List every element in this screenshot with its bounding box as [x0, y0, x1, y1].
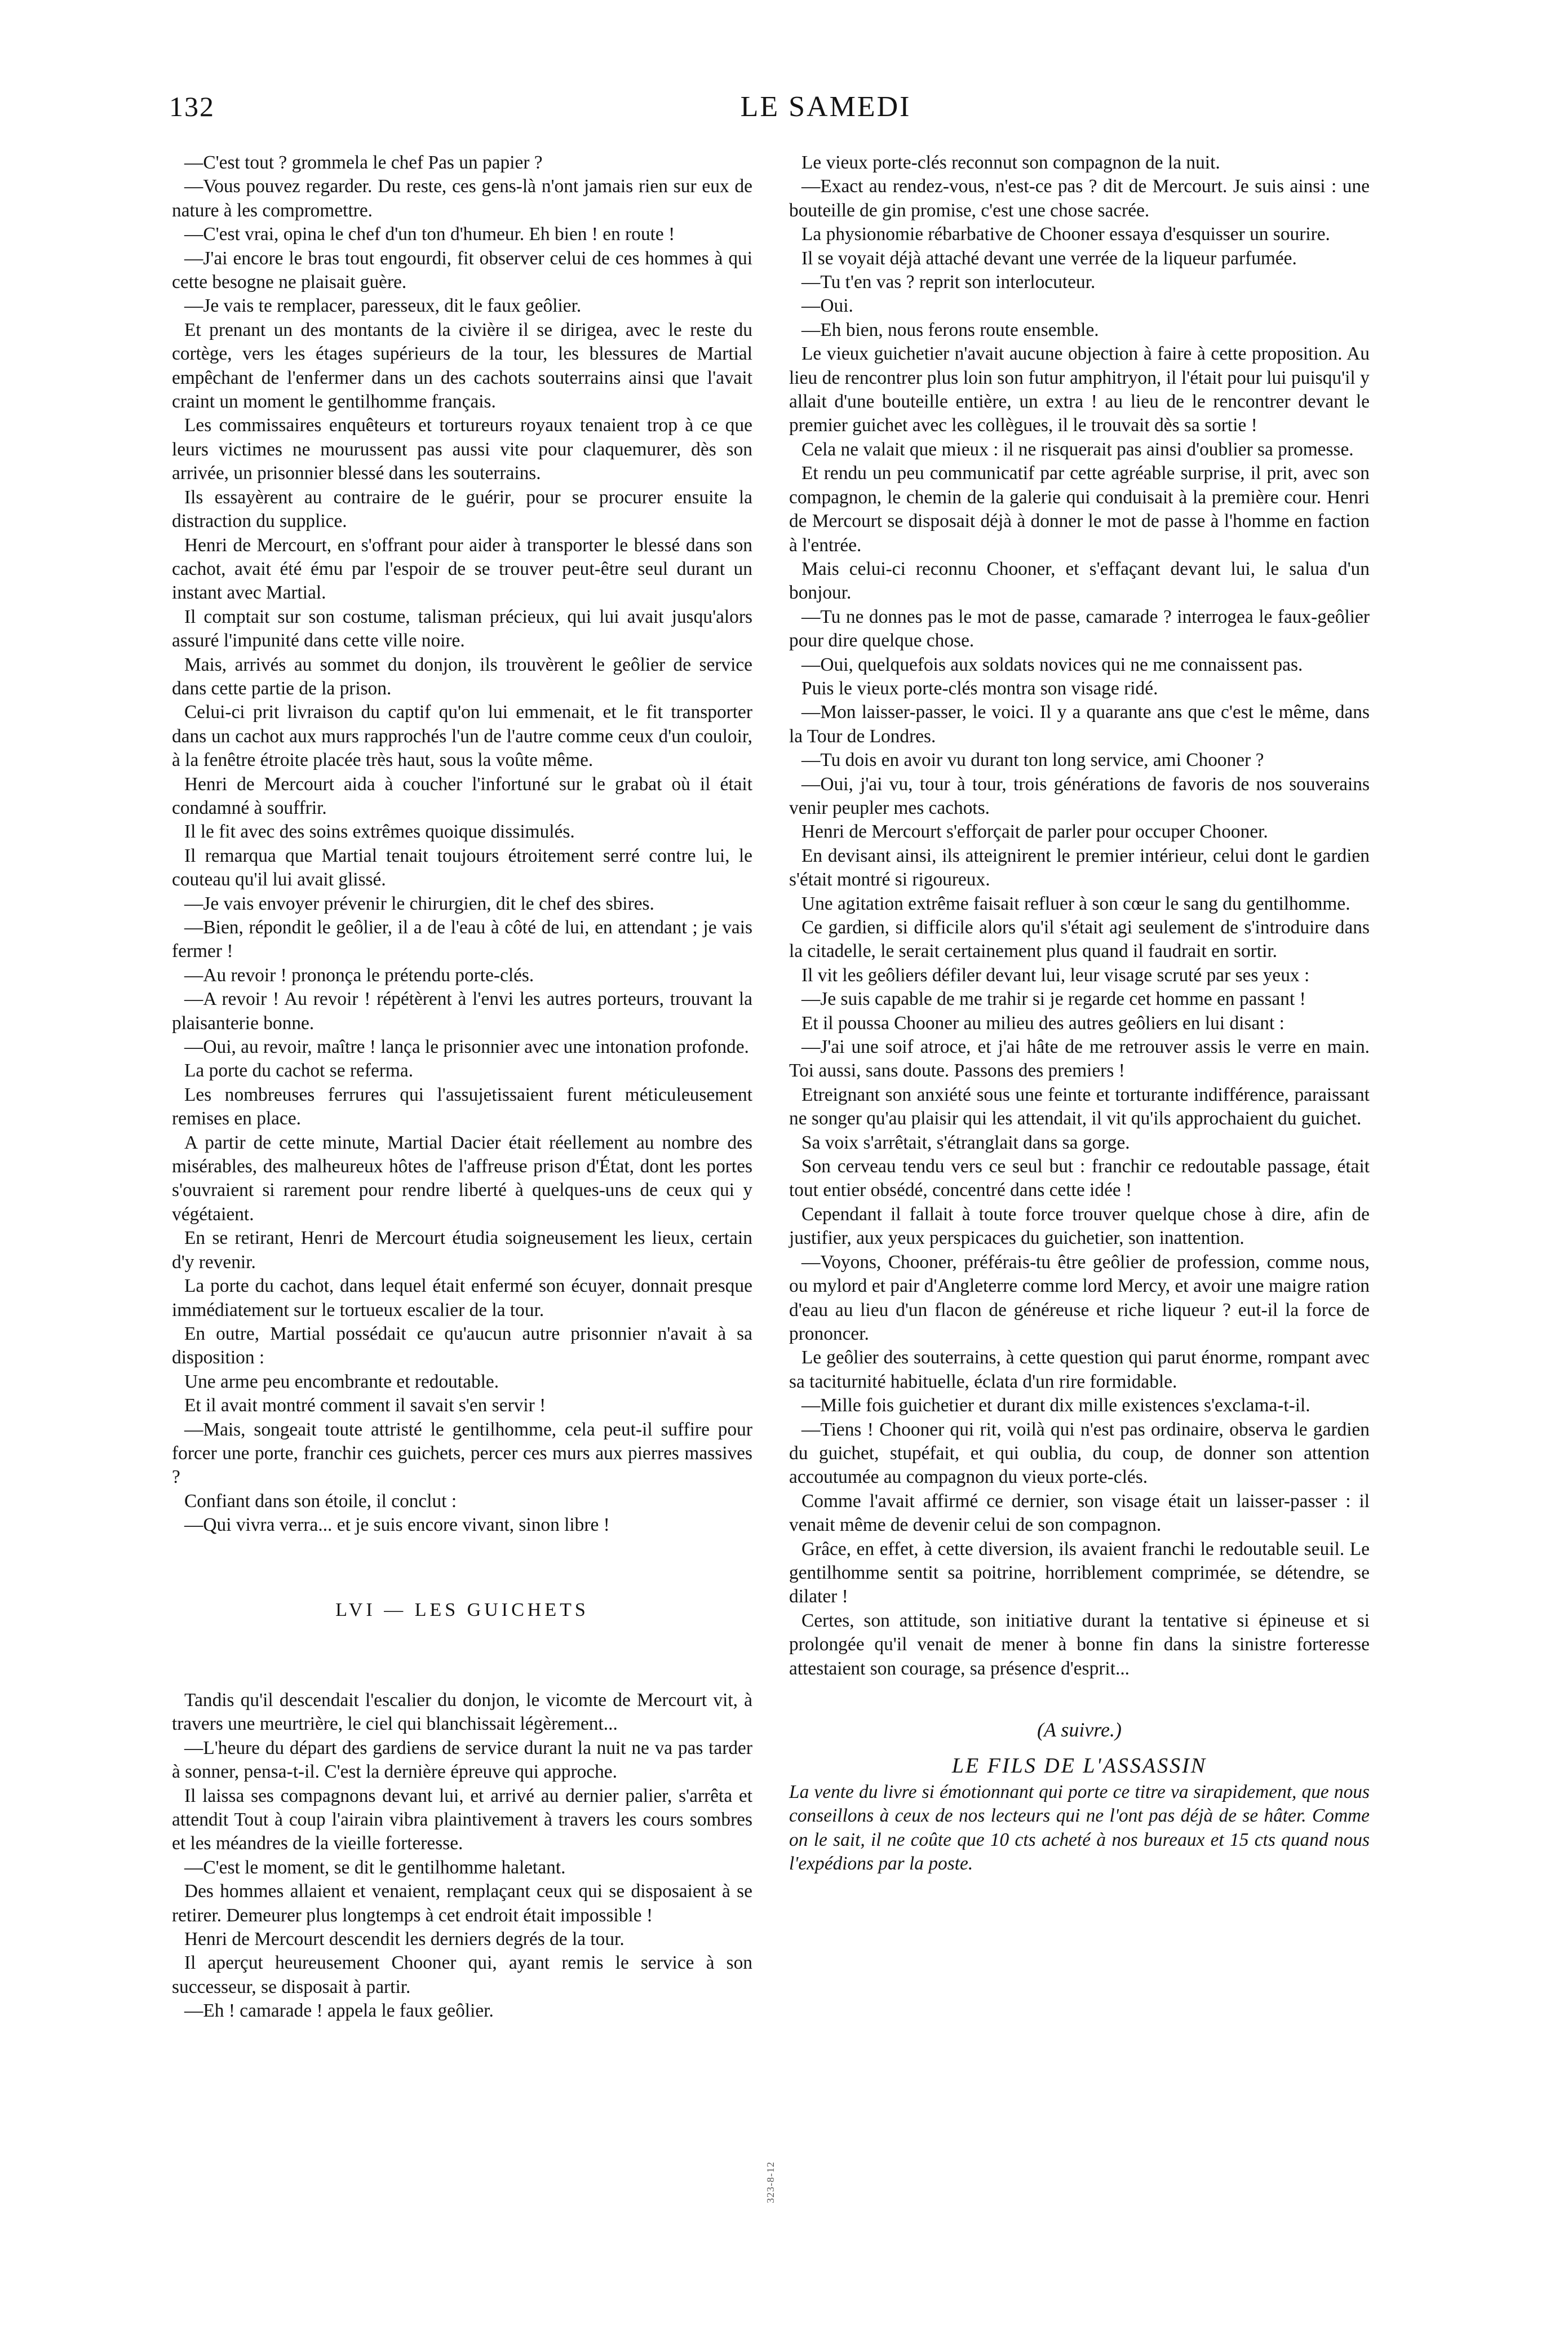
page-header: [169, 90, 1482, 130]
paragraph: Mais, arrivés au sommet du donjon, ils trouvèrent le geôlier de service dans cette partie de la prison.: [172, 654, 752, 699]
paragraph: A partir de cette minute, Martial Dacier était réellement au nombre des misérables, des malheureux hôtes de l'affreuse prison d'État, dont les portes s'ouvraient si rarement pour rendre liberté à quelques-uns de ceux qui y végétaient.: [172, 1132, 752, 1225]
paragraph: Celui-ci prit livraison du captif qu'on lui emmenait, et le fit transporter dans un cachot aux murs rapprochés l'un de l'autre comme ceux d'un couloir, à la fenêtre étroite placée très haut, sous la voûte même.: [172, 702, 752, 771]
paragraph: Henri de Mercourt aida à coucher l'infortuné sur le grabat où il était condamné à souffrir.: [172, 773, 752, 818]
paragraph: —J'ai une soif atroce, et j'ai hâte de me retrouver assis le verre en main. Toi aussi, sans doute. Passons des premiers !: [789, 1036, 1370, 1082]
paragraph: Et il avait montré comment il savait s'en servir !: [184, 1395, 546, 1416]
page-number: 132: [169, 91, 215, 122]
paragraph: —Mon laisser-passer, le voici. Il y a quarante ans que c'est le même, dans la Tour de Londres.: [789, 702, 1370, 747]
paragraph: —Je vais te remplacer, paresseux, dit le faux geôlier.: [184, 295, 582, 317]
paragraph: Mais celui-ci reconnu Chooner, et s'effaçant devant lui, le salua d'un bonjour.: [789, 558, 1370, 604]
paragraph: Les nombreuses ferrures qui l'assujetissaient furent méticuleusement remises en place.: [172, 1084, 752, 1129]
paragraph: Comme l'avait affirmé ce dernier, son visage était un laisser-passer : il venait même de devenir celui de son compagnon.: [789, 1490, 1370, 1536]
running-title: LE SAMEDI: [740, 91, 911, 123]
paragraph: En devisant ainsi, ils atteignirent le premier intérieur, celui dont le gardien s'était montré si rigoureux.: [789, 845, 1370, 891]
paragraph: —Tu dois en avoir vu durant ton long service, ami Chooner ?: [801, 750, 1264, 771]
paragraph: Le geôlier des souterrains, à cette question qui parut énorme, rompant avec sa taciturnité habituelle, éclata d'un rire formidable.: [789, 1347, 1370, 1392]
paragraph: Il comptait sur son costume, talisman précieux, qui lui avait jusqu'alors assuré l'impunité dans cette ville noire.: [172, 606, 752, 652]
right-paragraphs: [789, 151, 1370, 1681]
paragraph: —C'est vrai, opina le chef d'un ton d'humeur. Eh bien ! en route !: [184, 224, 675, 245]
paragraph: —Eh bien, nous ferons route ensemble.: [801, 319, 1099, 340]
paragraph: Henri de Mercourt descendit les derniers degrés de la tour.: [184, 1929, 624, 1950]
paragraph: —Exact au rendez-vous, n'est-ce pas ? dit de Mercourt. Je suis ainsi : une bouteille de gin promise, c'est une chose sacrée.: [789, 176, 1370, 221]
paragraph: —Au revoir ! prononça le prétendu porte-clés.: [184, 964, 534, 986]
paragraph: Grâce, en effet, à cette diversion, ils avaient franchi le redoutable seuil. Le gentilhomme sentit sa poitrine, horriblement comprimée, se détendre, se dilater !: [789, 1538, 1370, 1607]
paragraph: En outre, Martial possédait ce qu'aucun autre prisonnier n'avait à sa disposition :: [172, 1323, 752, 1368]
paragraph: Et il poussa Chooner au milieu des autres geôliers en lui disant :: [801, 1012, 1284, 1034]
paragraph: Il remarqua que Martial tenait toujours étroitement serré contre lui, le couteau qu'il lui avait glissé.: [172, 845, 752, 891]
paragraph: Il laissa ses compagnons devant lui, et arrivé au dernier palier, s'arrêta et attendit Tout à coup l'airain vibra plaintivement à travers les cours sombres et les méandres de la vieille forteresse.: [172, 1785, 752, 1854]
paragraph: —Tu t'en vas ? reprit son interlocuteur.: [801, 272, 1096, 293]
paragraph: Henri de Mercourt, en s'offrant pour aider à transporter le blessé dans son cachot, avait été ému par l'espoir de se trouver peut-être seul durant un instant avec Martial.: [172, 534, 752, 604]
paragraph: —Oui, j'ai vu, tour à tour, trois générations de favoris de nos souverains venir peupler mes cachots.: [789, 773, 1370, 818]
paragraph: Les commissaires enquêteurs et tortureurs royaux tenaient trop à ce que leurs victimes ne mourussent pas aussi vite pour claquemurer, dès son arrivée, un prisonnier blessé dans les souterrains.: [172, 415, 752, 484]
paragraph: —Voyons, Chooner, préférais-tu être geôlier de profession, comme nous, ou mylord et pair d'Angleterre comme lord Mercy, et avoir une maigre ration d'eau au lieu d'un flacon de généreuse et riche liqueur ? eut-il la force de prononcer.: [789, 1251, 1370, 1344]
paragraph: Et rendu un peu communicatif par cette agréable surprise, il prit, avec son compagnon, le chemin de la galerie qui conduisait à la première cour. Henri de Mercourt se disposait déjà à donner le mot de passe à l'homme en faction à l'entrée.: [789, 463, 1370, 556]
paragraph: La physionomie rébarbative de Chooner essaya d'esquisser un sourire.: [801, 224, 1330, 245]
paragraph: Sa voix s'arrêtait, s'étranglait dans sa gorge.: [801, 1132, 1130, 1153]
paragraph: Ce gardien, si difficile alors qu'il s'était agi seulement de s'introduire dans la citadelle, le serait certainement plus quand il faudrait en sortir.: [789, 917, 1370, 962]
left-column: [172, 151, 752, 2023]
paragraph: —Mille fois guichetier et durant dix mille existences s'exclama-t-il.: [801, 1395, 1310, 1416]
paragraph: Ils essayèrent au contraire de le guérir, pour se procurer ensuite la distraction du supplice.: [172, 486, 752, 532]
paragraph: —Bien, répondit le geôlier, il a de l'eau à côté de lui, en attendant ; je vais fermer !: [172, 917, 752, 962]
paragraph: —Eh ! camarade ! appela le faux geôlier.: [184, 2000, 494, 2022]
paragraph: —L'heure du départ des gardiens de service durant la nuit ne va pas tarder à sonner, pensa-t-il. C'est la dernière épreuve qui approche.: [172, 1737, 752, 1783]
paragraph: Le vieux guichetier n'avait aucune objection à faire à cette proposition. Au lieu de rencontrer plus loin son futur amphitryon, il l'était pour lui puisqu'il y allait d'une bouteille entière, un extra ! au lieu de le rencontrer devant le premier guichet avec les collègues, il le trouvait dès sa sortie !: [789, 343, 1370, 436]
paragraph: Une arme peu encombrante et redoutable.: [184, 1371, 499, 1392]
right-column: [789, 151, 1370, 1876]
paragraph: La porte du cachot se referma.: [184, 1060, 414, 1082]
paragraph: Le vieux porte-clés reconnut son compagnon de la nuit.: [801, 152, 1220, 173]
paragraph: —Tu ne donnes pas le mot de passe, camarade ? interrogea le faux-geôlier pour dire quelque chose.: [789, 606, 1370, 652]
paragraph: —Qui vivra verra... et je suis encore vivant, sinon libre !: [184, 1514, 610, 1536]
paragraph: —Oui, au revoir, maître ! lança le prisonnier avec une intonation profonde.: [184, 1036, 749, 1058]
to-be-continued-note: (A suivre.): [1037, 1718, 1122, 1741]
paragraph: Une agitation extrême faisait refluer à son cœur le sang du gentilhomme.: [801, 893, 1350, 914]
paragraph: —Tiens ! Chooner qui rit, voilà qui n'est pas ordinaire, observa le gardien du guichet, stupéfait, et qui oublia, du coup, de donner son attention accoutumée au compagnon du vieux porte-clés.: [789, 1419, 1370, 1488]
paragraph: —Je vais envoyer prévenir le chirurgien, dit le chef des sbires.: [184, 893, 654, 914]
serial-title: LE FILS DE L'ASSASSIN: [951, 1754, 1207, 1778]
paragraph: Des hommes allaient et venaient, remplaçant ceux qui se disposaient à se retirer. Demeurer plus longtemps à cet endroit était impossible !: [172, 1881, 752, 1926]
left-paragraphs-before: [172, 151, 752, 1538]
paragraph: Cependant il fallait à toute force trouver quelque chose à dire, afin de justifier, aux yeux perspicaces du guichetier, son inattention.: [789, 1203, 1370, 1249]
paragraph: Il se voyait déjà attaché devant une verrée de la liqueur parfumée.: [801, 247, 1297, 269]
paragraph: —Oui.: [801, 295, 853, 317]
paragraph: —Vous pouvez regarder. Du reste, ces gens-là n'ont jamais rien sur eux de nature à les compromettre.: [172, 176, 752, 221]
paragraph: —J'ai encore le bras tout engourdi, fit observer celui de ces hommes à qui cette besogne ne plaisait guère.: [172, 247, 752, 293]
paragraph: Confiant dans son étoile, il conclut :: [184, 1490, 457, 1512]
book-announcement: La vente du livre si émotionnant qui porte ce titre va sirapidement, que nous conseillons à ceux de nos lecteurs qui ne l'ont pas déjà de se hâter. Comme on le sait, il ne coûte que 10 cts acheté à nos bureaux et 15 cts quand nous l'expédions par la poste.: [789, 1781, 1370, 1875]
paragraph: Son cerveau tendu vers ce seul but : franchir ce redoutable passage, était tout entier obsédé, concentré dans cette idée !: [789, 1156, 1370, 1201]
paragraph: Certes, son attitude, son initiative durant la tentative si épineuse et si prolongée qu'il venait de mener à bonne fin dans la sinistre forteresse attestaient son courage, sa présence d'esprit...: [789, 1610, 1370, 1679]
paragraph: —C'est le moment, se dit le gentilhomme haletant.: [184, 1857, 566, 1878]
paragraph: Il vit les geôliers défiler devant lui, leur visage scruté par ses yeux :: [801, 964, 1310, 986]
paragraph: Il aperçut heureusement Chooner qui, ayant remis le service à son successeur, se disposait à partir.: [172, 1952, 752, 1997]
paragraph: Il le fit avec des soins extrêmes quoique dissimulés.: [184, 821, 575, 843]
margin-notice: 323-8-12: [765, 2161, 776, 2203]
paragraph: —Je suis capable de me trahir si je regarde cet homme en passant !: [801, 989, 1306, 1010]
paragraph: Et prenant un des montants de la civière il se dirigea, avec le reste du cortège, vers les étages supérieurs de la tour, les blessures de Martial empêchant de l'enfermer dans un des cachots souterrains ainsi que l'avait craint un moment le gentilhomme français.: [172, 319, 752, 413]
chapter-heading: LVI — LES GUICHETS: [335, 1599, 589, 1620]
paragraph: La porte du cachot, dans lequel était enfermé son écuyer, donnait presque immédiatement sur le tortueux escalier de la tour.: [172, 1275, 752, 1321]
paragraph: —A revoir ! Au revoir ! répétèrent à l'envi les autres porteurs, trouvant la plaisanterie bonne.: [172, 989, 752, 1034]
left-paragraphs-after: [172, 1689, 752, 2023]
paragraph: En se retirant, Henri de Mercourt étudia soigneusement les lieux, certain d'y revenir.: [172, 1228, 752, 1273]
paragraph: Etreignant son anxiété sous une feinte et torturante indifférence, paraissant ne songer qu'au plaisir qui les attendait, il vit qu'ils approchaient du guichet.: [789, 1084, 1370, 1129]
paragraph: Cela ne valait que mieux : il ne risquerait pas ainsi d'oublier sa promesse.: [801, 438, 1354, 460]
paragraph: Puis le vieux porte-clés montra son visage ridé.: [801, 677, 1158, 699]
paragraph: —Oui, quelquefois aux soldats novices qui ne me connaissent pas.: [801, 654, 1303, 675]
paragraph: Tandis qu'il descendait l'escalier du donjon, le vicomte de Mercourt vit, à travers une meurtrière, le ciel qui blanchissait légèrement...: [172, 1689, 752, 1735]
paragraph: —Mais, songeait toute attristé le gentilhomme, cela peut-il suffire pour forcer une porte, franchir ces guichets, percer ces murs aux pierres massives ?: [172, 1419, 752, 1488]
paragraph: Henri de Mercourt s'efforçait de parler pour occuper Chooner.: [801, 821, 1268, 843]
paragraph: —C'est tout ? grommela le chef Pas un papier ?: [184, 152, 543, 173]
